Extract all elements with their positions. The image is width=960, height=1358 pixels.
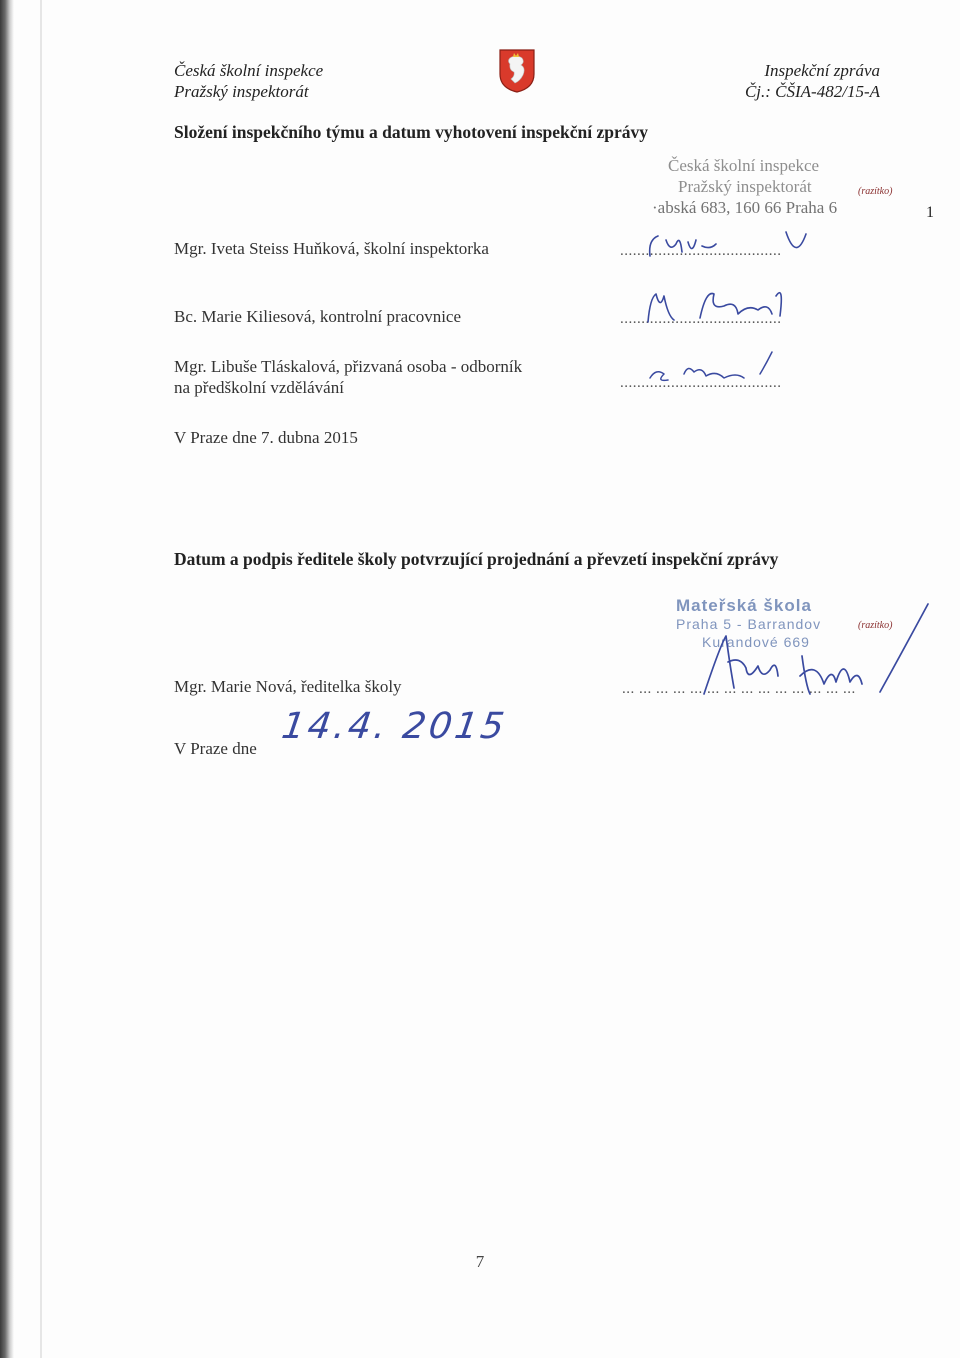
member-3-signature-line: ...................................... — [620, 375, 782, 391]
member-2-signature — [640, 280, 810, 330]
member-1-name: Mgr. Iveta Steiss Huňková, školní inspektorka — [174, 239, 489, 258]
school-stamp-line1: Mateřská škola — [676, 596, 812, 615]
team-section-title: Složení inspekčního týmu a datum vyhotovení inspekční zprávy — [174, 122, 649, 142]
director-name: Mgr. Marie Nová, ředitelka školy — [174, 677, 402, 696]
header-document-info — [745, 60, 880, 102]
member-3-name-line2: na předškolní vzdělávání — [174, 378, 344, 397]
inspectorate-stamp-line1: Česká školní inspekce — [668, 156, 820, 175]
org-name: Česká školní inspekce — [174, 61, 324, 80]
page-number: 7 — [475, 1252, 485, 1271]
state-emblem-icon — [498, 48, 536, 94]
director-section-title: Datum a podpis ředitele školy potvrzující projednání a převzetí inspekční zprávy — [174, 549, 779, 569]
director-signature-line: ... ... ... ... ... ... ... ... ... ... ... ... ... ... — [622, 681, 856, 697]
school-stamp-label: (razítko) — [858, 620, 893, 631]
member-3-signature — [644, 344, 784, 388]
member-1-signature-line: ...................................... — [620, 243, 782, 259]
scan-shadow-edge — [0, 0, 14, 1358]
director-signature — [690, 596, 940, 706]
school-stamp-line2: Praha 5 - Barrandov — [676, 616, 822, 632]
director-date-label: V Praze dne — [174, 739, 257, 758]
team-date: V Praze dne 7. dubna 2015 — [174, 428, 358, 447]
director-date-handwritten: 14.4. 2015 — [279, 706, 510, 747]
document-type: Inspekční zpráva — [764, 61, 880, 80]
stamp-marker: 1 — [926, 204, 934, 221]
header-organization — [174, 60, 323, 102]
inspectorate-stamp-label: (razítko) — [858, 186, 893, 197]
member-2-name: Bc. Marie Kiliesová, kontrolní pracovnice — [174, 307, 462, 326]
member-2-signature-line: ...................................... — [620, 311, 782, 327]
school-stamp-line3: Kurandové 669 — [702, 634, 810, 650]
reference-number: Čj.: ČŠIA-482/15-A — [744, 82, 880, 101]
inspectorate-stamp-line3: ·abská 683, 160 66 Praha 6 — [652, 198, 838, 217]
member-3-name-line1: Mgr. Libuše Tláskalová, přizvaná osoba - odborník — [174, 357, 523, 376]
scan-fold-line — [40, 0, 42, 1358]
org-unit: Pražský inspektorát — [174, 82, 309, 101]
inspectorate-stamp-line2: Pražský inspektorát — [678, 177, 812, 196]
member-1-signature — [636, 222, 816, 266]
